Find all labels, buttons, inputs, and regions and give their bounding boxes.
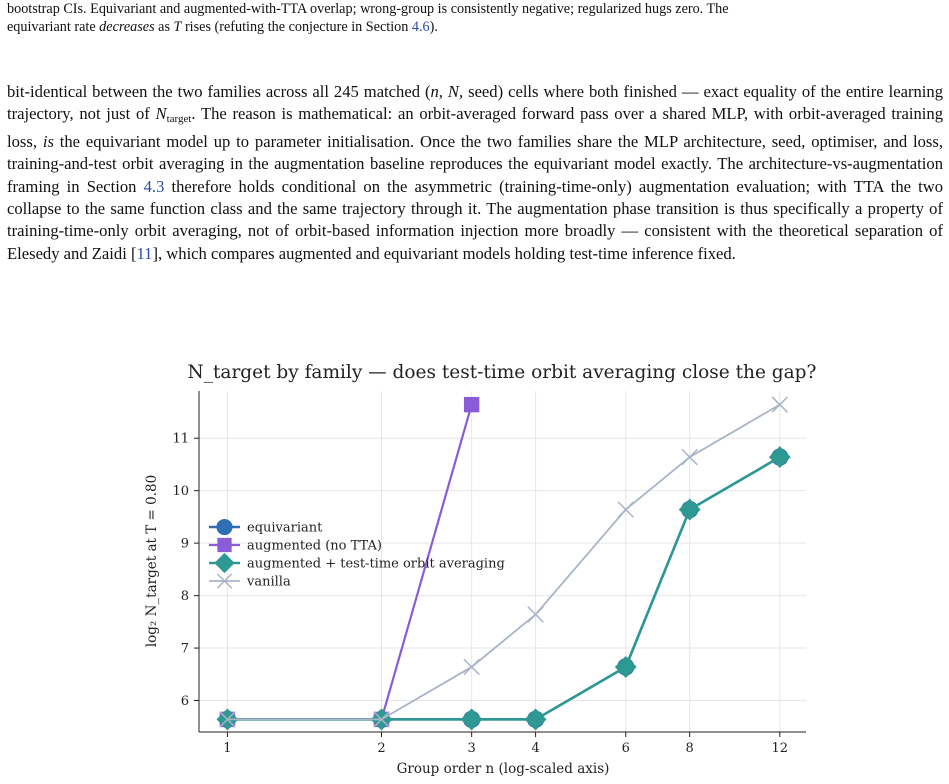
- y-tick-label: 9: [180, 536, 189, 552]
- series-line: [227, 457, 779, 719]
- y-tick-label: 11: [172, 431, 189, 447]
- chart-title: N_target by family — does test-time orbit averaging close the gap?: [187, 362, 817, 383]
- math-n-target: N: [155, 104, 167, 124]
- series-line: [227, 457, 779, 719]
- legend-label: equivariant: [247, 520, 323, 536]
- series-diamond: [216, 446, 790, 730]
- section-ref-link[interactable]: 4.6: [411, 19, 430, 35]
- x-axis-label: Group order n (log-scaled axis): [396, 761, 610, 777]
- text-run: therefore holds conditional on the asymmetric (training-time-only) augmentation evaluation; with TTA the two collapse to the same function class and the same trajectory through it. The augmentation phase transition is thus specifically a property of training-time-only orbit averaging, not of orbit-based information injection more broadly — consistent with the theoretical separation of Elesedy and Zaidi [: [7, 176, 944, 263]
- point-diamond: [461, 708, 483, 730]
- y-tick-label: 8: [180, 589, 189, 605]
- x-axis-ticks: [223, 732, 788, 756]
- caption-emphasis: decreases: [99, 19, 155, 35]
- caption-math-var: T: [173, 19, 182, 35]
- caption-text: equivariant rate: [7, 19, 100, 35]
- x-tick-label: 8: [685, 741, 694, 756]
- text-emphasis: is: [42, 131, 54, 151]
- point-diamond: [525, 708, 547, 730]
- text-run: . The reason is mathematical: an orbit-averaged forward pass over a shared MLP, with orbit-averaged training loss,: [7, 104, 943, 151]
- x-tick-label: 3: [467, 741, 476, 756]
- x-tick-label: 6: [621, 741, 630, 756]
- citation-link[interactable]: 11: [136, 243, 153, 263]
- y-tick-label: 10: [172, 484, 189, 500]
- caption-line-1: bootstrap CIs. Equivariant and augmented-with-TTA overlap; wrong-group is consistently negative; regularized hugs zero. The: [7, 1, 729, 17]
- point-circle: [216, 519, 232, 535]
- x-tick-label: 12: [771, 741, 789, 756]
- x-tick-label: 1: [223, 741, 232, 756]
- point-diamond: [615, 656, 637, 678]
- legend-label: augmented + test-time orbit averaging: [247, 556, 505, 572]
- point-diamond: [214, 553, 234, 573]
- text-run: bit-identical between the two families across all 245 matched (: [7, 82, 431, 101]
- point-square: [217, 538, 231, 552]
- y-axis-ticks: [172, 432, 199, 709]
- text-run: the equivariant model up to parameter initialisation. Once the two families share the MLP architecture, seed, optimiser, and loss, training-and-test orbit averaging in the augmentation baseline reproduces the equivariant model exactly. The architecture-vs-augmentation framing in Section: [7, 131, 943, 196]
- y-tick-label: 6: [180, 694, 189, 710]
- section-ref-link[interactable]: 4.3: [143, 176, 165, 196]
- x-tick-label: 2: [377, 741, 386, 756]
- math-vars: n, N,: [430, 82, 464, 101]
- chart-legend: [209, 519, 505, 590]
- legend-label: augmented (no TTA): [247, 538, 382, 554]
- caption-text: rises (refuting the conjecture in Section: [181, 19, 412, 35]
- point-diamond: [769, 446, 791, 468]
- point-square: [464, 397, 479, 412]
- legend-label: vanilla: [247, 574, 291, 590]
- point-diamond: [679, 499, 701, 521]
- text-run: ], which compares augmented and equivariant models holding test-time inference fixed.: [152, 243, 736, 263]
- caption-text: as: [154, 19, 174, 35]
- math-subscript: target: [166, 113, 192, 126]
- text-run: seed) cells where both finished — exact equality of the entire learning trajectory, not just of: [7, 82, 943, 124]
- y-tick-label: 7: [180, 641, 189, 657]
- y-axis-label: log₂ N_target at T = 0.80: [144, 474, 160, 648]
- x-tick-label: 4: [531, 741, 540, 756]
- caption-text: ).: [429, 19, 438, 35]
